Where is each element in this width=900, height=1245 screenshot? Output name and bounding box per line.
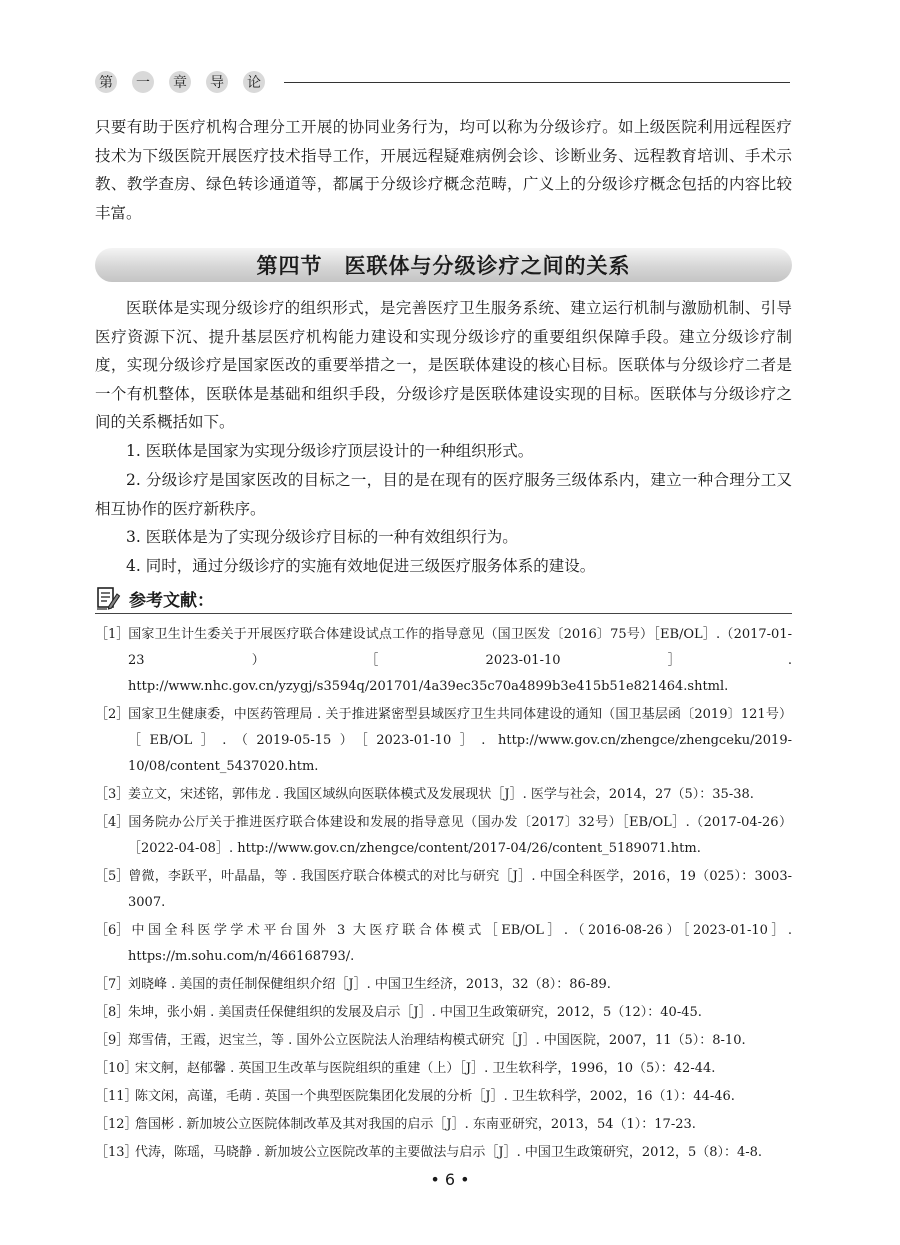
- page-number: • 6 •: [430, 1170, 470, 1189]
- reference-text: 朱坤，张小娟 . 美国责任保健组织的发展及启示［J］. 中国卫生政策研究，2012，5（12）：40-45.: [128, 1005, 702, 1020]
- body-paragraph: 医联体是实现分级诊疗的组织形式，是完善医疗卫生服务系统、建立运行机制与激励机制、引导医疗资源下沉、提升基层医疗机构能力建设和实现分级诊疗的重要组织保障手段。建立分级诊疗制度，实现分级诊疗是国家医改的重要举措之一，是医联体建设的核心目标。医联体与分级诊疗二者是一个有机整体，医联体是基础和组织手段，分级诊疗是医联体建设实现的目标。医联体与分级诊疗之间的关系概括如下。: [95, 299, 792, 432]
- reference-item: [95, 864, 792, 916]
- reference-number: ［10］: [95, 1061, 138, 1076]
- reference-number: ［3］: [95, 787, 130, 802]
- intro-paragraph: 只要有助于医疗机构合理分工开展的协同业务行为，均可以称为分级诊疗。如上级医院利用远程医疗技术为下级医院开展医疗技术指导工作，开展远程疑难病例会诊、诊断业务、远程教育培训、手术示教、教学查房、绿色转诊通道等，都属于分级诊疗概念范畴，广义上的分级诊疗概念包括的内容比较丰富。: [95, 118, 792, 222]
- header-char: 论: [243, 71, 265, 93]
- reference-item: [95, 1056, 792, 1082]
- reference-number: ［12］: [95, 1117, 138, 1132]
- reference-item: [95, 972, 792, 998]
- references-title: 参考文献：: [129, 590, 214, 611]
- reference-text: 陈文闲，高谨，毛萌 . 英国一个典型医院集团化发展的分析［J］. 卫生软科学，2002，16（1）：44-46.: [135, 1089, 735, 1104]
- reference-item: [95, 702, 792, 780]
- reference-item: [95, 622, 792, 700]
- header-char: 章: [169, 71, 191, 93]
- reference-list: [95, 622, 792, 1166]
- reference-text: 国家卫生健康委，中医药管理局 . 关于推进紧密型县域医疗卫生共同体建设的通知（国卫基层函〔2019〕121号）［EB/OL］.（2019-05-15）［2023-01-10］. http://www.gov.cn/zhengce/zhengceku/2019-10/08/content_5437020.htm.: [128, 707, 792, 774]
- reference-text: 詹国彬 . 新加坡公立医院体制改革及其对我国的启示［J］. 东南亚研究，2013，54（1）：17-23.: [135, 1117, 696, 1132]
- reference-text: 郑雪倩，王霞，迟宝兰，等 . 国外公立医院法人治理结构模式研究［J］. 中国医院，2007，11（5）：8-10.: [128, 1033, 746, 1048]
- reference-number: ［6］: [95, 923, 130, 938]
- list-item: 3. 医联体是为了实现分级诊疗目标的一种有效组织行为。: [126, 528, 518, 546]
- list-item: 2. 分级诊疗是国家医改的目标之一，目的是在现有的医疗服务三级体系内，建立一种合理分工又相互协作的医疗新秩序。: [95, 471, 792, 518]
- reference-text: 中国全科医学学术平台国外 3 大医疗联合体模式［EB/OL］.（2016-08-26）［2023-01-10］. https://m.sohu.com/n/466168793/.: [128, 923, 792, 964]
- reference-item: [95, 810, 792, 862]
- notepad-pencil-icon: [95, 585, 121, 611]
- reference-number: ［2］: [95, 707, 130, 722]
- header-rule: [284, 82, 790, 83]
- reference-item: [95, 1140, 792, 1166]
- reference-number: ［8］: [95, 1005, 130, 1020]
- reference-item: [95, 1028, 792, 1054]
- reference-number: ［11］: [95, 1089, 138, 1104]
- reference-text: 宋文舸，赵郁馨 . 英国卫生改革与医院组织的重建（上）［J］. 卫生软科学，1996，10（5）：42-44.: [135, 1061, 716, 1076]
- reference-item: [95, 918, 792, 970]
- reference-item: [95, 1000, 792, 1026]
- reference-text: 国务院办公厅关于推进医疗联合体建设和发展的指导意见（国办发〔2017〕32号）［EB/OL］.（2017-04-26）［2022-04-08］. http://www.gov.cn/zhengce/content/2017-04/26/content_5189071.htm.: [128, 815, 792, 856]
- reference-number: ［13］: [95, 1145, 138, 1160]
- list-item: 1. 医联体是国家为实现分级诊疗顶层设计的一种组织形式。: [126, 442, 534, 460]
- reference-text: 姜立文，宋述铭，郭伟龙 . 我国区域纵向医联体模式及发展现状［J］. 医学与社会，2014，27（5）：35-38.: [128, 787, 754, 802]
- reference-text: 刘晓峰 . 美国的责任制保健组织介绍［J］. 中国卫生经济，2013，32（8）：86-89.: [128, 977, 611, 992]
- header-char: 一: [132, 71, 154, 93]
- reference-text: 代涛，陈瑶，马晓静 . 新加坡公立医院改革的主要做法与启示［J］. 中国卫生政策研究，2012，5（8）：4-8.: [135, 1145, 763, 1160]
- running-header: [95, 69, 790, 95]
- reference-text: 国家卫生计生委关于开展医疗联合体建设试点工作的指导意见（国卫医发〔2016〕75号）［EB/OL］.（2017-01-23）［2023-01-10］. http://www.nhc.gov.cn/yzygj/s3594q/201701/4a39ec35c70a4899b3e415b51e821464.shtml.: [128, 627, 792, 694]
- reference-item: [95, 1112, 792, 1138]
- reference-number: ［5］: [95, 869, 130, 884]
- header-char: 导: [206, 71, 228, 93]
- reference-text: 曾微，李跃平，叶晶晶，等 . 我国医疗联合体模式的对比与研究［J］. 中国全科医学，2016，19（025）：3003-3007.: [128, 869, 792, 910]
- section-title: 第四节 医联体与分级诊疗之间的关系: [256, 253, 631, 278]
- header-char: 第: [95, 71, 117, 93]
- list-item: 4. 同时，通过分级诊疗的实施有效地促进三级医疗服务体系的建设。: [126, 557, 596, 575]
- reference-item: [95, 1084, 792, 1110]
- references-heading: [95, 583, 792, 614]
- reference-number: ［4］: [95, 815, 130, 830]
- reference-number: ［9］: [95, 1033, 130, 1048]
- section-heading-bar: [95, 248, 792, 282]
- reference-item: [95, 782, 792, 808]
- chapter-label: [95, 71, 280, 93]
- reference-number: ［1］: [95, 627, 130, 642]
- reference-number: ［7］: [95, 977, 130, 992]
